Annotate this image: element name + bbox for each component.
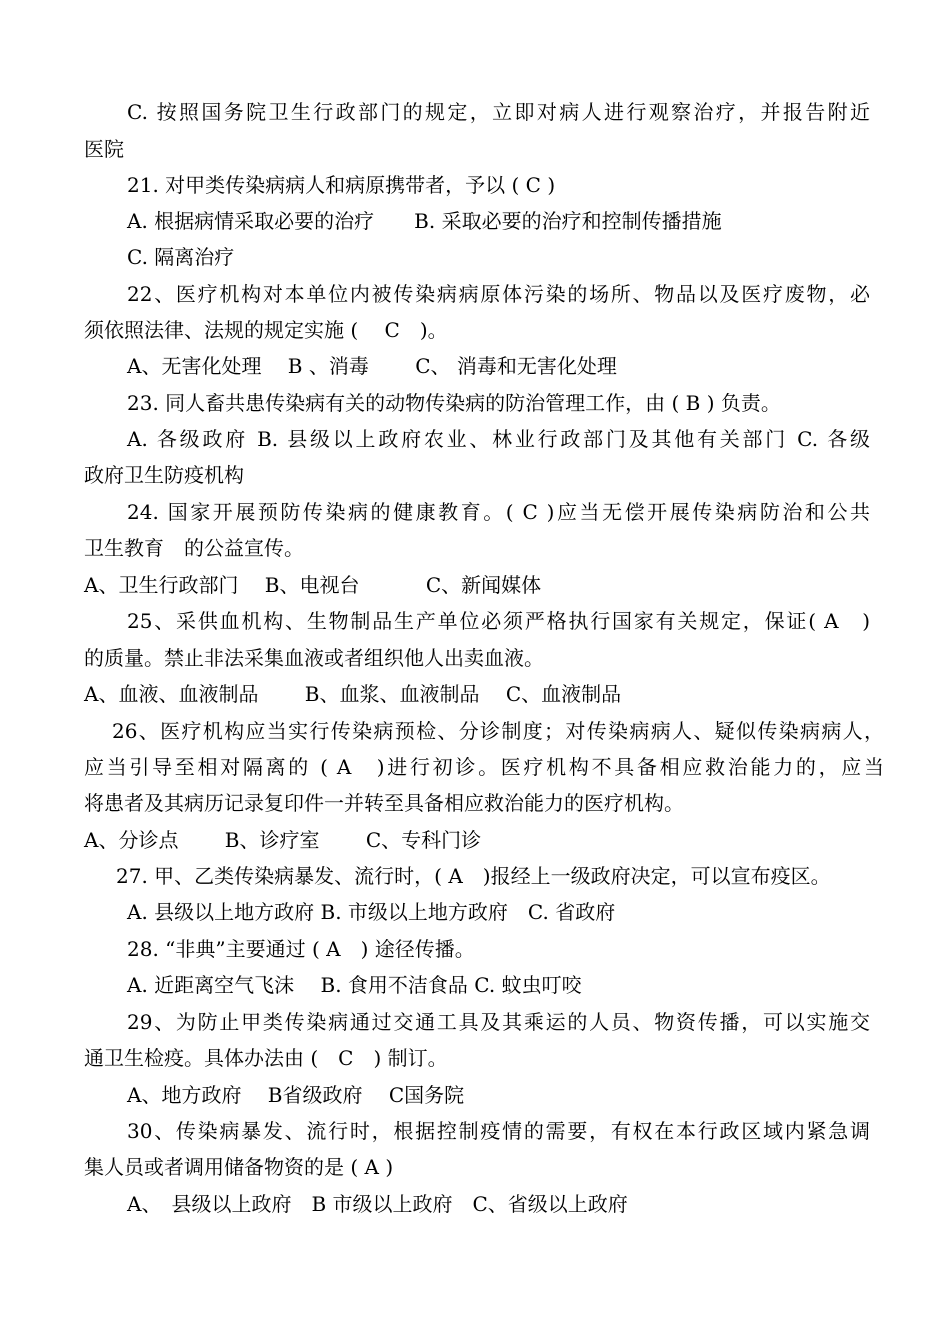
text-line: 医院 <box>84 137 124 161</box>
text-line: A. 近距离空气飞沫 B. 食用不洁食品 C. 蚊虫叮咬 <box>127 973 582 997</box>
text-line: 30、传染病暴发、流行时，根据控制疫情的需要，有权在本行政区域内紧急调 <box>127 1119 870 1143</box>
text-line: 的质量。禁止非法采集血液或者组织他人出卖血液。 <box>84 646 544 670</box>
text-line: A. 各级政府 B. 县级以上政府农业、林业行政部门及其他有关部门 C. 各级 <box>127 427 870 451</box>
text-line: A、 县级以上政府 B 市级以上政府 C、省级以上政府 <box>127 1192 628 1216</box>
text-line: A、血液、血液制品 B、血浆、血液制品 C、血液制品 <box>84 682 622 706</box>
text-line: 将患者及其病历记录复印件一并转至具备相应救治能力的医疗机构。 <box>84 791 684 815</box>
text-line: A. 根据病情采取必要的治疗 B. 采取必要的治疗和控制传播措施 <box>127 209 722 233</box>
text-line: 政府卫生防疫机构 <box>84 463 244 487</box>
text-line: 29、为防止甲类传染病通过交通工具及其乘运的人员、物资传播，可以实施交 <box>127 1010 870 1034</box>
text-line: 25、采供血机构、生物制品生产单位必须严格执行国家有关规定，保证( A ) <box>127 609 870 633</box>
text-line: A、分诊点 B、诊疗室 C、专科门诊 <box>84 828 482 852</box>
text-line: 26、医疗机构应当实行传染病预检、分诊制度；对传染病病人、疑似传染病病人， <box>112 719 884 743</box>
text-line: C. 隔离治疗 <box>127 245 235 269</box>
text-line: 21. 对甲类传染病病人和病原携带者，予以 ( C ) <box>127 173 556 197</box>
text-line: 23. 同人畜共患传染病有关的动物传染病的防治管理工作，由 ( B ) 负责。 <box>127 391 781 415</box>
text-line: 卫生教育 的公益宣传。 <box>84 536 304 560</box>
text-line: 应当引导至相对隔离的 ( A )进行初诊。医疗机构不具备相应救治能力的，应当 <box>84 755 884 779</box>
text-line: 22、医疗机构对本单位内被传染病病原体污染的场所、物品以及医疗废物，必 <box>127 282 870 306</box>
text-line: 须依照法律、法规的规定实施 ( C )。 <box>84 318 448 342</box>
text-line: A. 县级以上地方政府 B. 市级以上地方政府 C. 省政府 <box>127 900 616 924</box>
text-line: 24. 国家开展预防传染病的健康教育。( C )应当无偿开展传染病防治和公共 <box>127 500 870 524</box>
text-line: C. 按照国务院卫生行政部门的规定，立即对病人进行观察治疗，并报告附近 <box>127 100 870 124</box>
text-line: 27. 甲、乙类传染病暴发、流行时，( A )报经上一级政府决定，可以宣布疫区。 <box>116 864 831 888</box>
text-line: 28. “非典”主要通过 ( A ) 途径传播。 <box>127 937 475 961</box>
text-line: A、卫生行政部门 B、电视台 C、新闻媒体 <box>84 573 542 597</box>
text-line: 通卫生检疫。具体办法由 ( C ) 制订。 <box>84 1046 448 1070</box>
text-line: 集人员或者调用储备物资的是 ( A ) <box>84 1155 394 1179</box>
text-line: A、无害化处理 B 、消毒 C、 消毒和无害化处理 <box>127 354 617 378</box>
text-line: A、地方政府 B省级政府 C国务院 <box>127 1083 465 1107</box>
